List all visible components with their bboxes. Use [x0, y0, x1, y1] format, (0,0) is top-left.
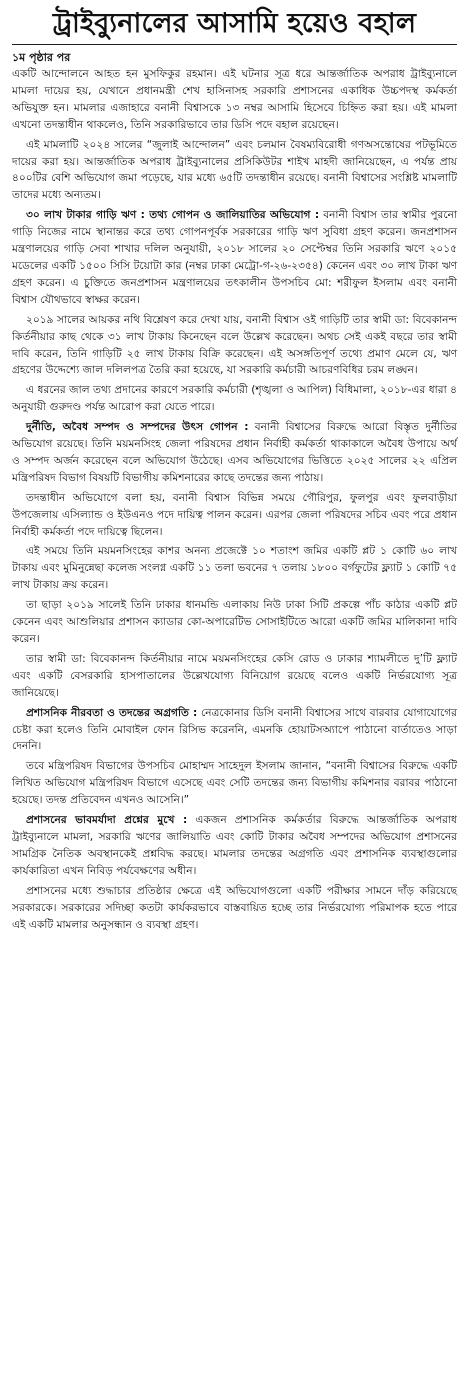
article-paragraph: [12, 419, 457, 487]
paragraph-text: নেত্রকোনার ডিসি বনানী বিশ্বাসের সাথে বারবার যোগাযোগের চেষ্টা করা হলেও তিনি মোবাইল ফোন রিসিভ করেননি, এমনকি হোয়াটসঅ্যাপে পাঠানো বার্তাতেও সাড়া দেননি।: [12, 706, 457, 753]
paragraph-text: বনানী বিশ্বাস তার স্বামীর পুরনো গাড়ি নিজের নামে স্থানান্তর করে তথ্য গোপনপূর্বক সরকারের গাড়ি ঋণ সুবিধা গ্রহণ করেন। জনপ্রশাসন মন্ত্রণালয়ের গাড়ি সেবা শাখার দলিল অনুযায়ী, ২০১৮ সালের ২০ সেপ্টেম্বর তিনি সরকারি ঋণে ২০১৫ মডেলের একটি ১৫০০ সিসি টয়োটা কার (নম্বর ঢাকা মেট্রো-গ-২৬-২৩৫৪) কেনেন এবং ৩০ লাখ টাকা ঋণ গ্রহণ করেন। এ চুক্তিতে জনপ্রশাসন মন্ত্রণালয়ের তৎকালীন উপসচিব মো: শরীফুল ইসলাম এবং বনানী বিশ্বাস যৌথভাবে স্বাক্ষর করেন।: [12, 209, 458, 306]
article-paragraph: [12, 490, 457, 541]
article-paragraph: [12, 812, 457, 880]
paragraph-text: তদন্তাধীন অভিযোগে বলা হয়, বনানী বিশ্বাস বিভিন্ন সময়ে গৌরিপুর, ফুলপুর এবং ফুলবাড়ীয়া উপজেলায় এসিল্যান্ড ও ইউএনও পদে দায়িত্ব পালন করেন। এরপর জেলা পরিষদের সচিব এবং পরে প্রধান নির্বাহী কর্মকর্তা পদে দায়িত্বে ছিলেন।: [12, 491, 457, 538]
continued-from-page-label: ১ম পৃষ্ঠার পর: [12, 51, 71, 64]
section-subheading: ৩০ লাখ টাকার গাড়ি ঋণ : তথ্য গোপন ও জালিয়াতির অভিযোগ :: [26, 209, 320, 222]
paragraph-text: ২০১৯ সালের আয়কর নথি বিশ্লেষণ করে দেখা যায়, বনানী বিশ্বাস ওই গাড়িটি তার স্বামী ডা: বিবেকানন্দ কির্তনীয়ার কাছ থেকে ৩১ লাখ টাকায় কিনেছেন বলে উল্লেখ করেছেন। অথচ সেই একই বছরে তার স্বামী দাবি করেন, তিনি গাড়িটি ২৫ লাখ টাকায় বিক্রি করেছেন। এই অসঙ্গতিপূর্ণ তথ্যে প্রমাণ মেলে যে, ঋণ গ্রহণের উদ্দেশ্যে জাল দলিলপত্র তৈরি করা হয়েছে, যা সরকারি কর্মচারী আচরণবিধির চরম লঙ্ঘন।: [12, 313, 457, 377]
article-paragraph: [12, 543, 457, 594]
paragraph-text: তবে মন্ত্রিপরিষদ বিভাগের উপসচিব মোহাম্মদ সাহেদুল ইসলাম জানান, “বনানী বিশ্বাসের বিরুদ্ধে একটি লিখিত অভিযোগ মন্ত্রিপরিষদ বিভাগে এসেছে এবং সেটি তদন্তের জন্য বিভাগীয় কমিশনার বরাবর পাঠানো হয়েছে। তদন্ত প্রতিবেদন এখনও আসেনি।”: [12, 760, 457, 807]
section-subheading: প্রশাসনের ভাবমর্যাদা প্রশ্নের মুখে :: [26, 814, 188, 827]
paragraph-text: তা ছাড়া ২০১৯ সালেই তিনি ঢাকার ধানমন্ডি এলাকায় নিউ ঢাকা সিটি প্রকল্পে পাঁচ কাঠার একটি প্লট কেনেন এবং আশুলিয়ার প্রশাসন ক্যাডার কো-অপারেটিভ সোসাইটিতে আরো একটি জমির মালিকানা দাবি করেন।: [12, 599, 457, 645]
article-paragraph: [12, 651, 457, 702]
paragraph-text: একটি আন্দোলনে আহত হন মুসফিকুর রহমান। এই ঘটনার সূত্র ধরে আন্তর্জাতিক অপরাধ ট্রাইব্যুনালে মামলা দায়ের হয়, যেখানে প্রধানমন্ত্রী শেখ হাসিনাসহ সরকারি প্রশাসনের একাধিক উচ্চপদস্থ কর্মকর্তা অভিযুক্ত হন। মামলার এজাহারে বনানী বিশ্বাসকে ১৩ নম্বর আসামি হিসেবে চিহ্নিত করা হয়। এই মামলা এখনো তদন্তাধীন থাকলেও, তিনি সরকারিভাবে তার ডিসি পদে বহাল রয়েছেন।: [12, 68, 457, 131]
section-subheading: প্রশাসনিক নীরবতা ও তদন্তের অগ্রগতি :: [26, 706, 198, 719]
article-paragraph: [12, 597, 457, 648]
paragraph-text: বনানী বিশ্বাসের বিরুদ্ধে আরো বিস্তৃত দুর্নীতির অভিযোগ রয়েছে। তিনি ময়মনসিংহ জেলা পরিষদের প্রধান নির্বাহী কর্মকর্তা থাকাকালে অবৈধ উপায়ে অর্থ ও সম্পদ অর্জন করেছেন বলে অভিযোগ উঠেছে। এসব অভিযোগের ভিত্তিতে ২০২৫ সালের ২২ এপ্রিল মন্ত্রিপরিষদ বিভাগ বিষয়টি বিভাগীয় কমিশনারের কাছে তদন্তের জন্য পাঠায়।: [12, 421, 458, 484]
article-paragraph: [12, 312, 457, 380]
article-paragraph: [12, 758, 457, 809]
headline-rule: [12, 44, 457, 45]
paragraph-text: প্রশাসনের মধ্যে শুদ্ধাচার প্রতিষ্ঠার ক্ষেত্রে এই অভিযোগগুলো একটি পরীক্ষার সামনে দাঁড় করিয়েছে সরকারকে। সরকারের সদিচ্ছা কতটা কার্যকরভাবে বাস্তবায়িত হচ্ছে তার নির্ভরযোগ্য পরিমাপক হতে পারে এই একটি মামলার অনুসন্ধান ও ব্যবস্থা গ্রহণ।: [12, 884, 457, 931]
paragraph-text: এ ধরনের জাল তথ্য প্রদানের কারণে সরকারি কর্মচারী (শৃঙ্খলা ও আপিল) বিধিমালা, ২০১৮-এর ধারা ৪ অনুযায়ী গুরুদণ্ড পর্যন্ত আরোপ করা যেতে পারে।: [12, 384, 457, 414]
article-paragraph: [12, 705, 457, 756]
article-paragraph: [12, 382, 457, 416]
paragraph-text: এই সময়ে তিনি ময়মনসিংহের কাশর অনন্য প্রজেক্টে ১০ শতাংশ জমির একটি প্লট ১ কোটি ৬০ লাখ টাকায় এবং মুমিনুন্নেছা কলেজ সংলগ্ন একটি ১১ তলা ভবনের ৭ তলায় ১৮০০ বর্গফুটের ফ্ল্যাট ১ কোটি ৭৫ লাখ টাকায় ক্রয় করেন।: [12, 545, 457, 592]
article-paragraph: [12, 66, 457, 134]
headline: ট্রাইব্যুনালের আসামি হয়েও বহাল: [52, 8, 417, 39]
section-subheading: দুর্নীতি, অবৈধ সম্পদ ও সম্পদের উৎস গোপন :: [26, 421, 249, 434]
article-body: [12, 66, 457, 933]
paragraph-text: এই মামলাটি ২০২৪ সালের “জুলাই আন্দোলন” এবং চলমান বৈষম্যবিরোধী গণঅসন্তোষের পটভূমিতে দায়ের করা হয়। আন্তর্জাতিক অপরাধ ট্রাইব্যুনালের প্রসিকিউটর শাইখ মাহদী জানিয়েছেন, এ পর্যন্ত প্রায় ৪০০টির বেশি অভিযোগ জমা পড়েছে, যার মধ্যে ৬৫টি তদন্তাধীন রয়েছে। বনানী বিশ্বাসের সংশ্লিষ্ট মামলাটি তাদের মধ্যে অন্যতম।: [12, 138, 457, 202]
article-paragraph: [12, 883, 457, 934]
article-paragraph: [12, 137, 457, 205]
article-paragraph: [12, 207, 457, 308]
paragraph-text: তার স্বামী ডা: বিবেকানন্দ কির্তনীয়ার নামে ময়মনসিংহের কেসি রোড ও ঢাকার শ্যামলীতে দু’টি ফ্ল্যাট এবং একটি বেসরকারি হাসপাতালের উল্লেখযোগ্য বিনিয়োগ রয়েছে বলেও একটি নির্ভরযোগ্য সূত্র জানিয়েছে।: [12, 652, 457, 699]
paragraph-text: একজন প্রশাসনিক কর্মকর্তার বিরুদ্ধে আন্তর্জাতিক অপরাধ ট্রাইব্যুনালে মামলা, সরকারি ঋণের জালিয়াতি এবং কোটি টাকার অবৈধ সম্পদের অভিযোগ প্রশাসনের সামগ্রিক নৈতিক অবস্থানকেই প্রশ্নবিদ্ধ করছে। মামলার তদন্তের অগ্রগতি এবং প্রশাসনিক ব্যবস্থাগুলোর কার্যকারিতা এখন নিবিড় পর্যবেক্ষণের অধীন।: [12, 814, 457, 877]
